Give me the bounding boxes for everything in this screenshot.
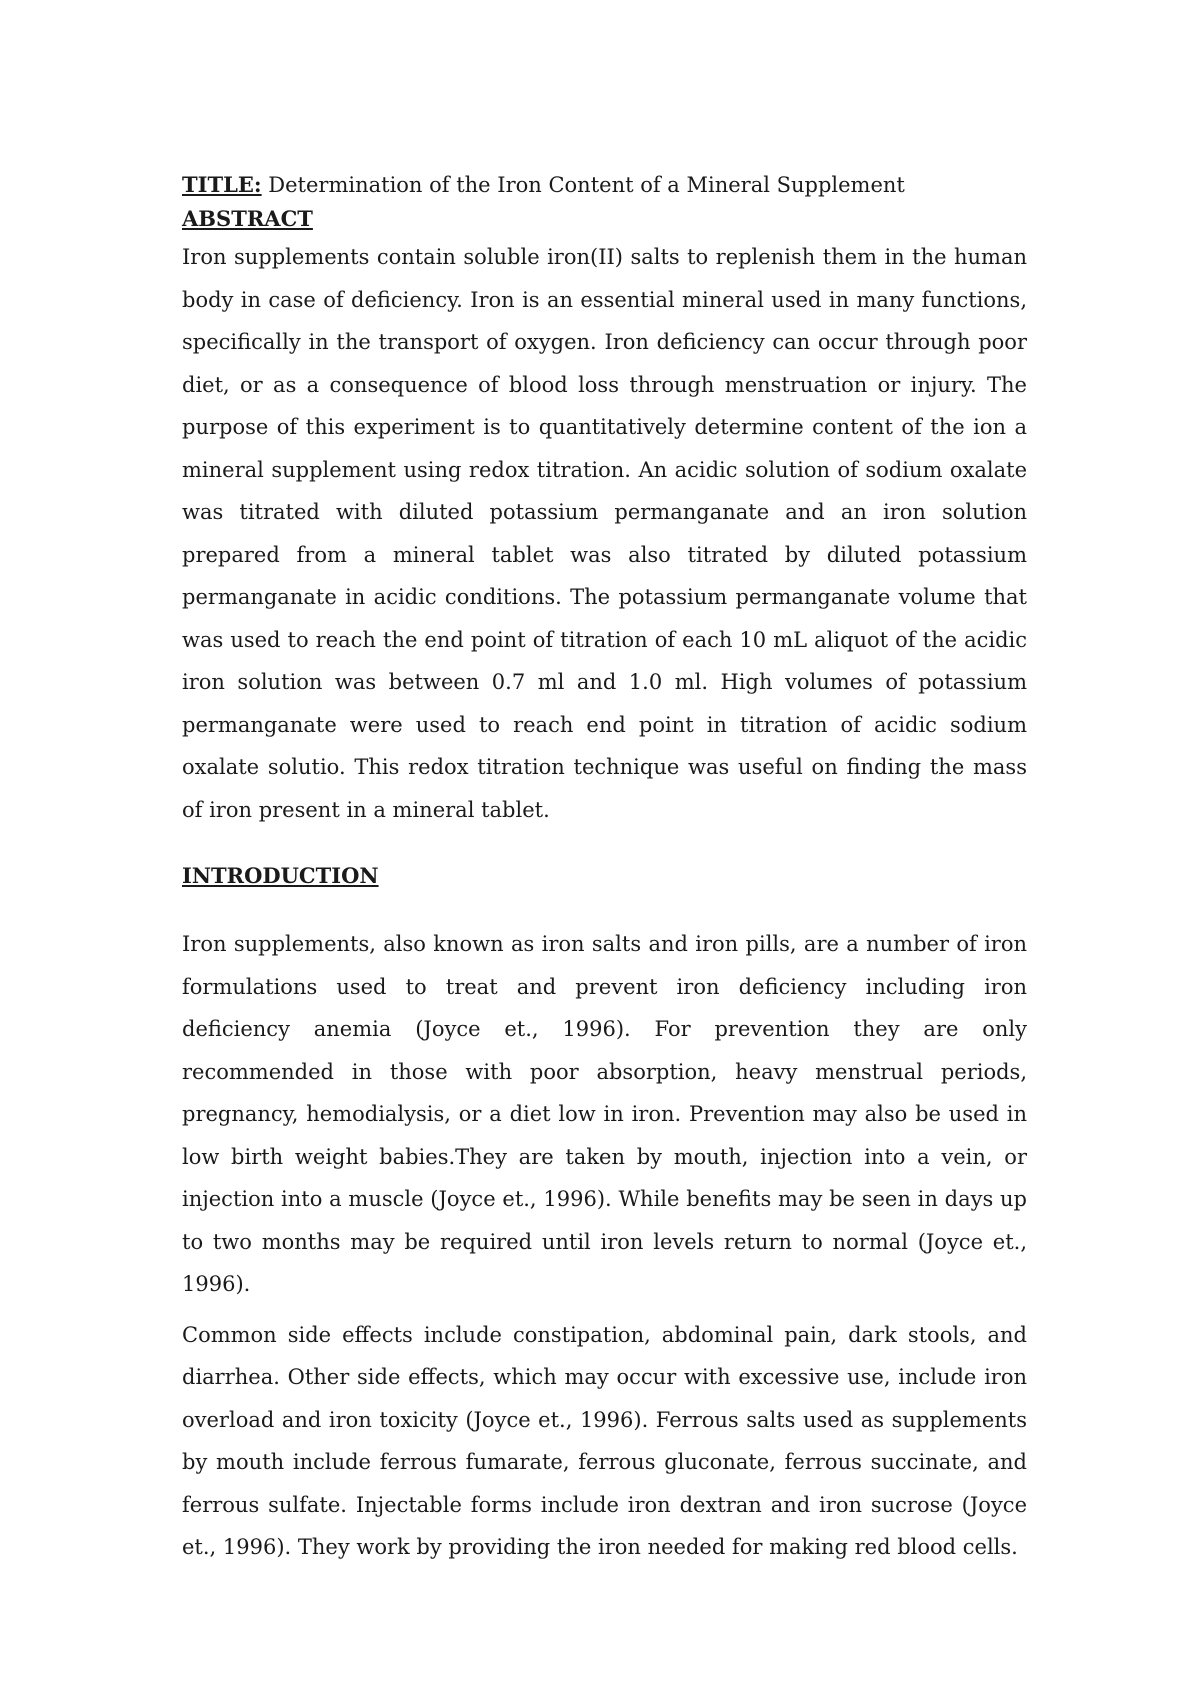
introduction-paragraph-2: Common side effects include constipation, abdominal pain, dark stools, and diarrhea. Other side effects, which may occur with excessive use, include iron overload and iron toxicity (Joyce et., 1996). Ferrous salts used as supplements by mouth include ferrous fumarate, ferrous gluconate, ferrous succinate, and ferrous sulfate. Injectable forms include iron dextran and iron sucrose (Joyce et., 1996). They work by providing the iron needed for making red blood cells.	[182, 1322, 1027, 1559]
introduction-heading: INTRODUCTION	[182, 863, 379, 888]
abstract-heading: ABSTRACT	[182, 206, 313, 231]
introduction-paragraph-1: Iron supplements, also known as iron salts and iron pills, are a number of iron formulations used to treat and prevent iron deficiency including iron deficiency anemia (Joyce et., 1996). For prevention they are only recommended in those with poor absorption, heavy menstrual periods, pregnancy, hemodialysis, or a diet low in iron. Prevention may also be used in low birth weight babies.They are taken by mouth, injection into a vein, or injection into a muscle (Joyce et., 1996). While benefits may be seen in days up to two months may be required until iron levels return to normal (Joyce et., 1996).	[182, 932, 1027, 1296]
document-title	[182, 168, 1027, 202]
document-page	[182, 168, 1027, 1569]
abstract-body: Iron supplements contain soluble iron(II) salts to replenish them in the human body in case of deficiency. Iron is an essential mineral used in many functions, specifically in the transport of oxygen. Iron deficiency can occur through poor diet, or as a consequence of blood loss through menstruation or injury. The purpose of this experiment is to quantitatively determine content of the ion a mineral supplement using redox titration. An acidic solution of sodium oxalate was titrated with diluted potassium permanganate and an iron solution prepared from a mineral tablet was also titrated by diluted potassium permanganate in acidic conditions. The potassium permanganate volume that was used to reach the end point of titration of each 10 mL aliquot of the acidic iron solution was between 0.7 ml and 1.0 ml. High volumes of potassium permanganate were used to reach end point in titration of acidic sodium oxalate solutio. This redox titration technique was useful on finding the mass of iron present in a mineral tablet.	[182, 245, 1027, 822]
title-text: Determination of the Iron Content of a Mineral Supplement	[261, 173, 905, 197]
title-label: TITLE:	[182, 172, 262, 197]
